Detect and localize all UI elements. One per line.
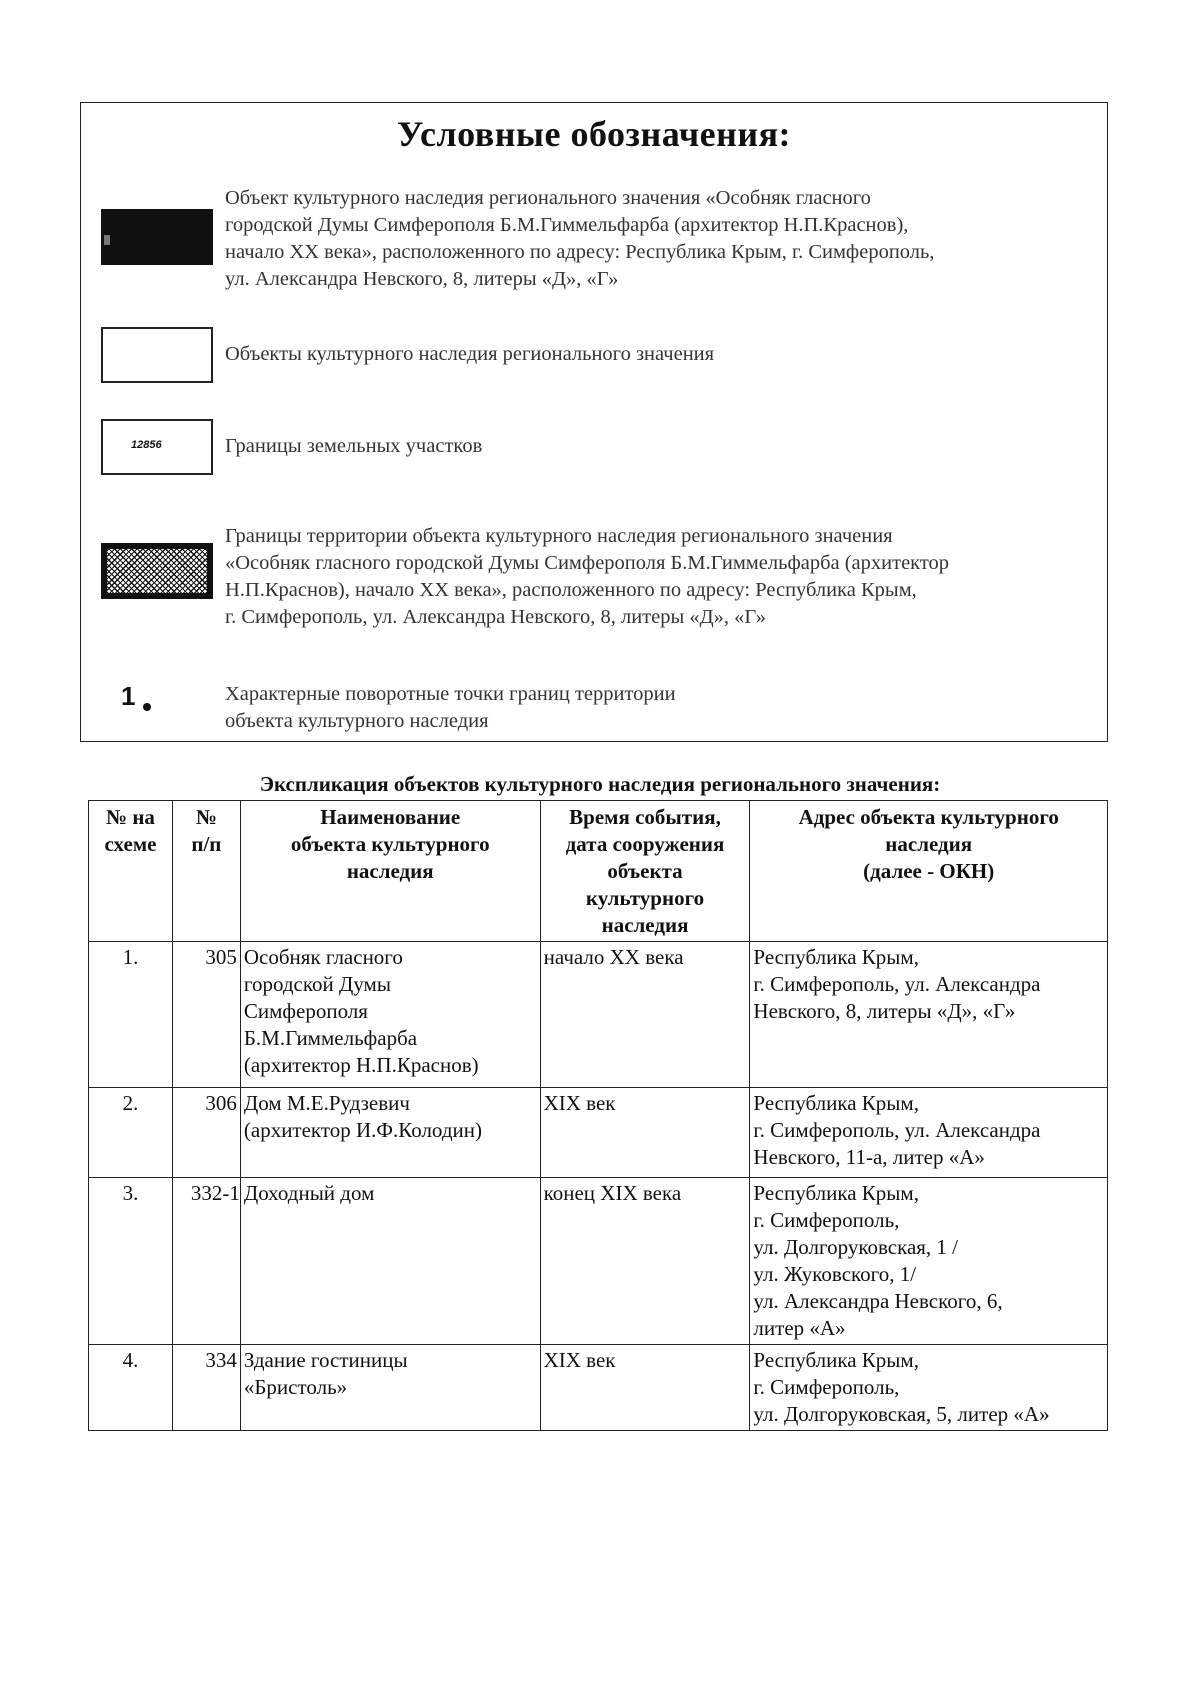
cell-address: Республика Крым, г. Симферополь, ул. Долгоруковская, 5, литер «А» bbox=[750, 1345, 1108, 1431]
cell-address: Республика Крым, г. Симферополь, ул. Долгоруковская, 1 / ул. Жуковского, 1/ ул. Александра Невского, 6, литер «А» bbox=[750, 1178, 1108, 1345]
cell-scheme: 3. bbox=[89, 1178, 173, 1345]
cell-num: 306 bbox=[172, 1088, 240, 1178]
parcel-label: 12856 bbox=[131, 439, 162, 451]
cell-date: XIX век bbox=[540, 1088, 750, 1178]
legend-item-turning-points bbox=[81, 681, 1107, 737]
explication-title: Экспликация объектов культурного наследия регионального значения: bbox=[259, 772, 941, 796]
table-row bbox=[89, 1088, 1108, 1178]
table-row bbox=[89, 942, 1108, 1088]
legend-item-regional-objects bbox=[81, 327, 1107, 385]
hatched-rectangle-icon bbox=[101, 543, 213, 599]
cell-scheme: 4. bbox=[89, 1345, 173, 1431]
cell-scheme: 1. bbox=[89, 942, 173, 1088]
black-filled-rectangle-icon bbox=[101, 209, 213, 265]
cell-scheme: 2. bbox=[89, 1088, 173, 1178]
legend-item-heritage-object bbox=[81, 185, 1107, 295]
cell-name: Здание гостиницы «Бристоль» bbox=[240, 1345, 540, 1431]
table-row bbox=[89, 1345, 1108, 1431]
header-item-no: № п/п bbox=[172, 801, 240, 942]
empty-rectangle-icon bbox=[101, 327, 213, 383]
parcel-rectangle-icon bbox=[101, 419, 213, 475]
point-label: 1 bbox=[121, 681, 136, 711]
legend-text: Характерные поворотные точки границ территории объекта культурного наследия bbox=[225, 683, 676, 732]
cell-address: Республика Крым, г. Симферополь, ул. Александра Невского, 8, литеры «Д», «Г» bbox=[750, 942, 1108, 1088]
point-dot-icon bbox=[143, 703, 151, 711]
cell-date: начало XX века bbox=[540, 942, 750, 1088]
cell-name: Особняк гласного городской Думы Симферополя Б.М.Гиммельфарба (архитектор Н.П.Краснов) bbox=[240, 942, 540, 1088]
legend-box bbox=[80, 102, 1108, 742]
header-name: Наименование объекта культурного наследия bbox=[240, 801, 540, 942]
legend-text: Объекты культурного наследия регионального значения bbox=[225, 343, 715, 365]
header-date: Время события, дата сооружения объекта культурного наследия bbox=[540, 801, 750, 942]
turning-point-icon bbox=[101, 681, 161, 721]
legend-text: Объект культурного наследия регионального значения «Особняк гласного городской Думы Симферополя Б.М.Гиммельфарба (архитектор Н.П.Краснов), начало XX века», расположенного по адресу: Республика Крым, г. Симферополь, ул. Александра Невского, 8, литеры «Д», «Г» bbox=[225, 187, 935, 290]
header-scheme-no: № на схеме bbox=[89, 801, 173, 942]
table-header-row bbox=[89, 801, 1108, 942]
cell-num: 305 bbox=[172, 942, 240, 1088]
cell-num: 334 bbox=[172, 1345, 240, 1431]
table-row bbox=[89, 1178, 1108, 1345]
cell-date: XIX век bbox=[540, 1345, 750, 1431]
legend-title: Условные обозначения: bbox=[396, 114, 792, 154]
cell-address: Республика Крым, г. Симферополь, ул. Александра Невского, 11-а, литер «А» bbox=[750, 1088, 1108, 1178]
cell-name: Доходный дом bbox=[240, 1178, 540, 1345]
cell-name: Дом М.Е.Рудзевич (архитектор И.Ф.Колодин) bbox=[240, 1088, 540, 1178]
legend-item-territory-boundary bbox=[81, 523, 1107, 633]
explication-table bbox=[88, 800, 1108, 1431]
header-address: Адрес объекта культурного наследия (далее - ОКН) bbox=[750, 801, 1108, 942]
cell-num: 332-1 bbox=[172, 1178, 240, 1345]
legend-item-land-parcels bbox=[81, 419, 1107, 477]
legend-text: Границы земельных участков bbox=[225, 435, 483, 457]
cell-date: конец XIX века bbox=[540, 1178, 750, 1345]
legend-text: Границы территории объекта культурного наследия регионального значения «Особняк гласного городской Думы Симферополя Б.М.Гиммельфарба (архитектор Н.П.Краснов), начало XX века», расположенного по адресу: Республика Крым, г. Симферополь, ул. Александра Невского, 8, литеры «Д», «Г» bbox=[225, 525, 950, 628]
